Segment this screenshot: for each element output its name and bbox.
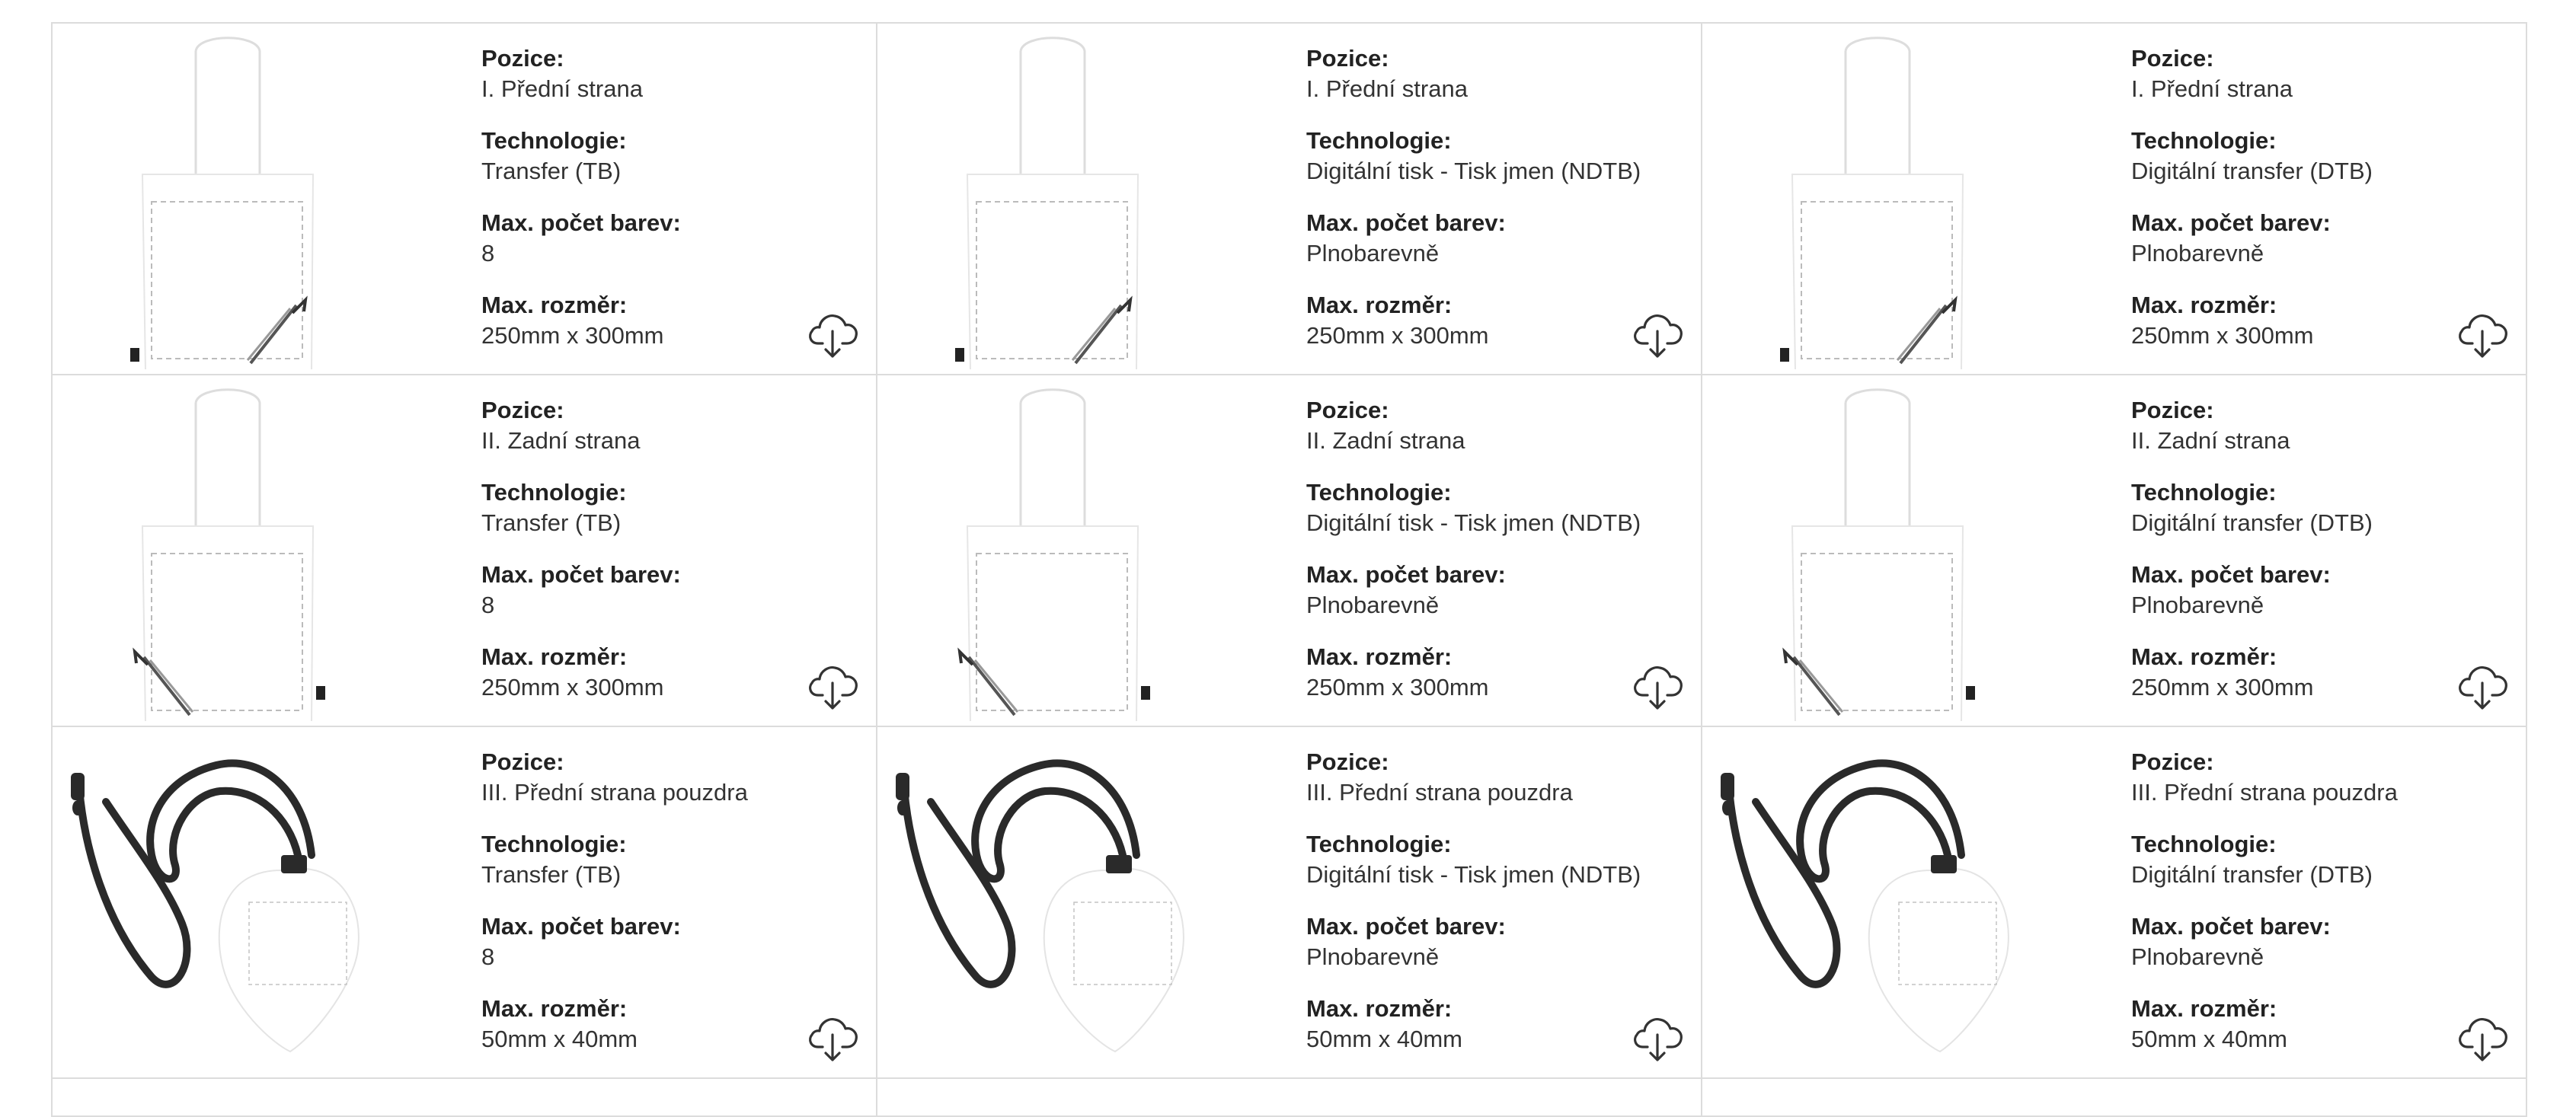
- print-option-card: [53, 727, 877, 1079]
- max-size-label: Max. rozměr:: [2131, 292, 2277, 318]
- max-colors-label: Max. počet barev:: [2131, 209, 2331, 236]
- max-size-value: 50mm x 40mm: [1306, 1026, 1462, 1052]
- technology-label: Technologie:: [481, 479, 627, 506]
- technology-label: Technologie:: [1306, 127, 1452, 154]
- print-option-card-partial: [877, 1079, 1702, 1117]
- cloud-download-icon[interactable]: [806, 308, 861, 360]
- technology-value: Transfer (TB): [481, 509, 622, 536]
- print-option-card: [877, 375, 1702, 727]
- print-option-card: [1702, 24, 2527, 375]
- max-colors-value: 8: [481, 943, 495, 970]
- max-colors-value: Plnobarevně: [1306, 592, 1440, 618]
- max-size-value: 250mm x 300mm: [1306, 674, 1489, 701]
- print-option-card-partial: [53, 1079, 877, 1117]
- position-label: Pozice:: [1306, 45, 1389, 72]
- technology-value: Digitální tisk - Tisk jmen (NDTB): [1306, 158, 1641, 184]
- max-size-value: 250mm x 300mm: [2131, 322, 2314, 349]
- technology-label: Technologie:: [1306, 479, 1452, 506]
- max-colors-value: Plnobarevně: [1306, 943, 1440, 970]
- position-label: Pozice:: [481, 748, 564, 775]
- position-value: II. Zadní strana: [1306, 427, 1465, 454]
- max-size-value: 250mm x 300mm: [1306, 322, 1489, 349]
- position-value: I. Přední strana: [1306, 75, 1468, 102]
- product-image-front: [885, 30, 1251, 369]
- max-size-label: Max. rozměr:: [2131, 643, 2277, 670]
- cloud-download-icon[interactable]: [2456, 1012, 2510, 1064]
- position-value: III. Přední strana pouzdra: [1306, 779, 1573, 806]
- technology-label: Technologie:: [2131, 479, 2277, 506]
- cloud-download-icon[interactable]: [806, 1012, 861, 1064]
- cloud-download-icon[interactable]: [2456, 660, 2510, 712]
- max-colors-value: Plnobarevně: [2131, 943, 2264, 970]
- technology-value: Digitální transfer (DTB): [2131, 509, 2373, 536]
- max-colors-label: Max. počet barev:: [1306, 561, 1506, 588]
- technology-value: Digitální tisk - Tisk jmen (NDTB): [1306, 509, 1641, 536]
- max-colors-value: 8: [481, 592, 495, 618]
- position-label: Pozice:: [2131, 45, 2214, 72]
- product-image-pouch: [885, 733, 1251, 1073]
- technology-value: Digitální tisk - Tisk jmen (NDTB): [1306, 861, 1641, 888]
- product-image-back: [1710, 381, 2076, 721]
- max-size-value: 250mm x 300mm: [481, 322, 664, 349]
- position-label: Pozice:: [481, 45, 564, 72]
- print-option-card: [53, 24, 877, 375]
- max-size-value: 50mm x 40mm: [2131, 1026, 2287, 1052]
- cloud-download-icon[interactable]: [1631, 308, 1686, 360]
- print-option-card: [877, 727, 1702, 1079]
- technology-label: Technologie:: [2131, 127, 2277, 154]
- max-colors-value: Plnobarevně: [1306, 240, 1440, 266]
- technology-label: Technologie:: [1306, 831, 1452, 857]
- position-value: II. Zadní strana: [481, 427, 641, 454]
- max-size-label: Max. rozměr:: [1306, 995, 1453, 1022]
- print-option-card: [1702, 727, 2527, 1079]
- product-image-back: [60, 381, 426, 721]
- technology-label: Technologie:: [481, 127, 627, 154]
- max-size-value: 250mm x 300mm: [481, 674, 664, 701]
- print-option-card: [1702, 375, 2527, 727]
- product-image-front: [60, 30, 426, 369]
- max-size-value: 250mm x 300mm: [2131, 674, 2314, 701]
- max-colors-value: Plnobarevně: [2131, 240, 2264, 266]
- product-image-pouch: [1710, 733, 2076, 1073]
- max-colors-label: Max. počet barev:: [481, 913, 681, 940]
- max-size-label: Max. rozměr:: [481, 995, 628, 1022]
- technology-label: Technologie:: [2131, 831, 2277, 857]
- print-area-grid: [51, 22, 2527, 1117]
- product-image-back: [885, 381, 1251, 721]
- max-size-label: Max. rozměr:: [481, 643, 628, 670]
- product-image-front: [1710, 30, 2076, 369]
- max-colors-label: Max. počet barev:: [481, 209, 681, 236]
- position-value: III. Přední strana pouzdra: [2131, 779, 2398, 806]
- print-option-card-partial: [1702, 1079, 2527, 1117]
- max-colors-label: Max. počet barev:: [481, 561, 681, 588]
- position-value: I. Přední strana: [2131, 75, 2293, 102]
- cloud-download-icon[interactable]: [1631, 1012, 1686, 1064]
- technology-label: Technologie:: [481, 831, 627, 857]
- position-value: I. Přední strana: [481, 75, 643, 102]
- position-label: Pozice:: [2131, 748, 2214, 775]
- max-colors-label: Max. počet barev:: [2131, 561, 2331, 588]
- max-colors-label: Max. počet barev:: [1306, 913, 1506, 940]
- max-size-label: Max. rozměr:: [1306, 643, 1453, 670]
- technology-value: Digitální transfer (DTB): [2131, 158, 2373, 184]
- print-option-card: [877, 24, 1702, 375]
- technology-value: Digitální transfer (DTB): [2131, 861, 2373, 888]
- max-size-label: Max. rozměr:: [481, 292, 628, 318]
- position-label: Pozice:: [2131, 397, 2214, 423]
- max-colors-value: Plnobarevně: [2131, 592, 2264, 618]
- max-size-value: 50mm x 40mm: [481, 1026, 638, 1052]
- cloud-download-icon[interactable]: [1631, 660, 1686, 712]
- cloud-download-icon[interactable]: [2456, 308, 2510, 360]
- position-label: Pozice:: [1306, 748, 1389, 775]
- product-image-pouch: [60, 733, 426, 1073]
- cloud-download-icon[interactable]: [806, 660, 861, 712]
- max-colors-value: 8: [481, 240, 495, 266]
- max-colors-label: Max. počet barev:: [1306, 209, 1506, 236]
- max-size-label: Max. rozměr:: [2131, 995, 2277, 1022]
- position-value: II. Zadní strana: [2131, 427, 2290, 454]
- technology-value: Transfer (TB): [481, 861, 622, 888]
- technology-value: Transfer (TB): [481, 158, 622, 184]
- position-label: Pozice:: [481, 397, 564, 423]
- max-size-label: Max. rozměr:: [1306, 292, 1453, 318]
- max-colors-label: Max. počet barev:: [2131, 913, 2331, 940]
- position-value: III. Přední strana pouzdra: [481, 779, 748, 806]
- position-label: Pozice:: [1306, 397, 1389, 423]
- print-option-card: [53, 375, 877, 727]
